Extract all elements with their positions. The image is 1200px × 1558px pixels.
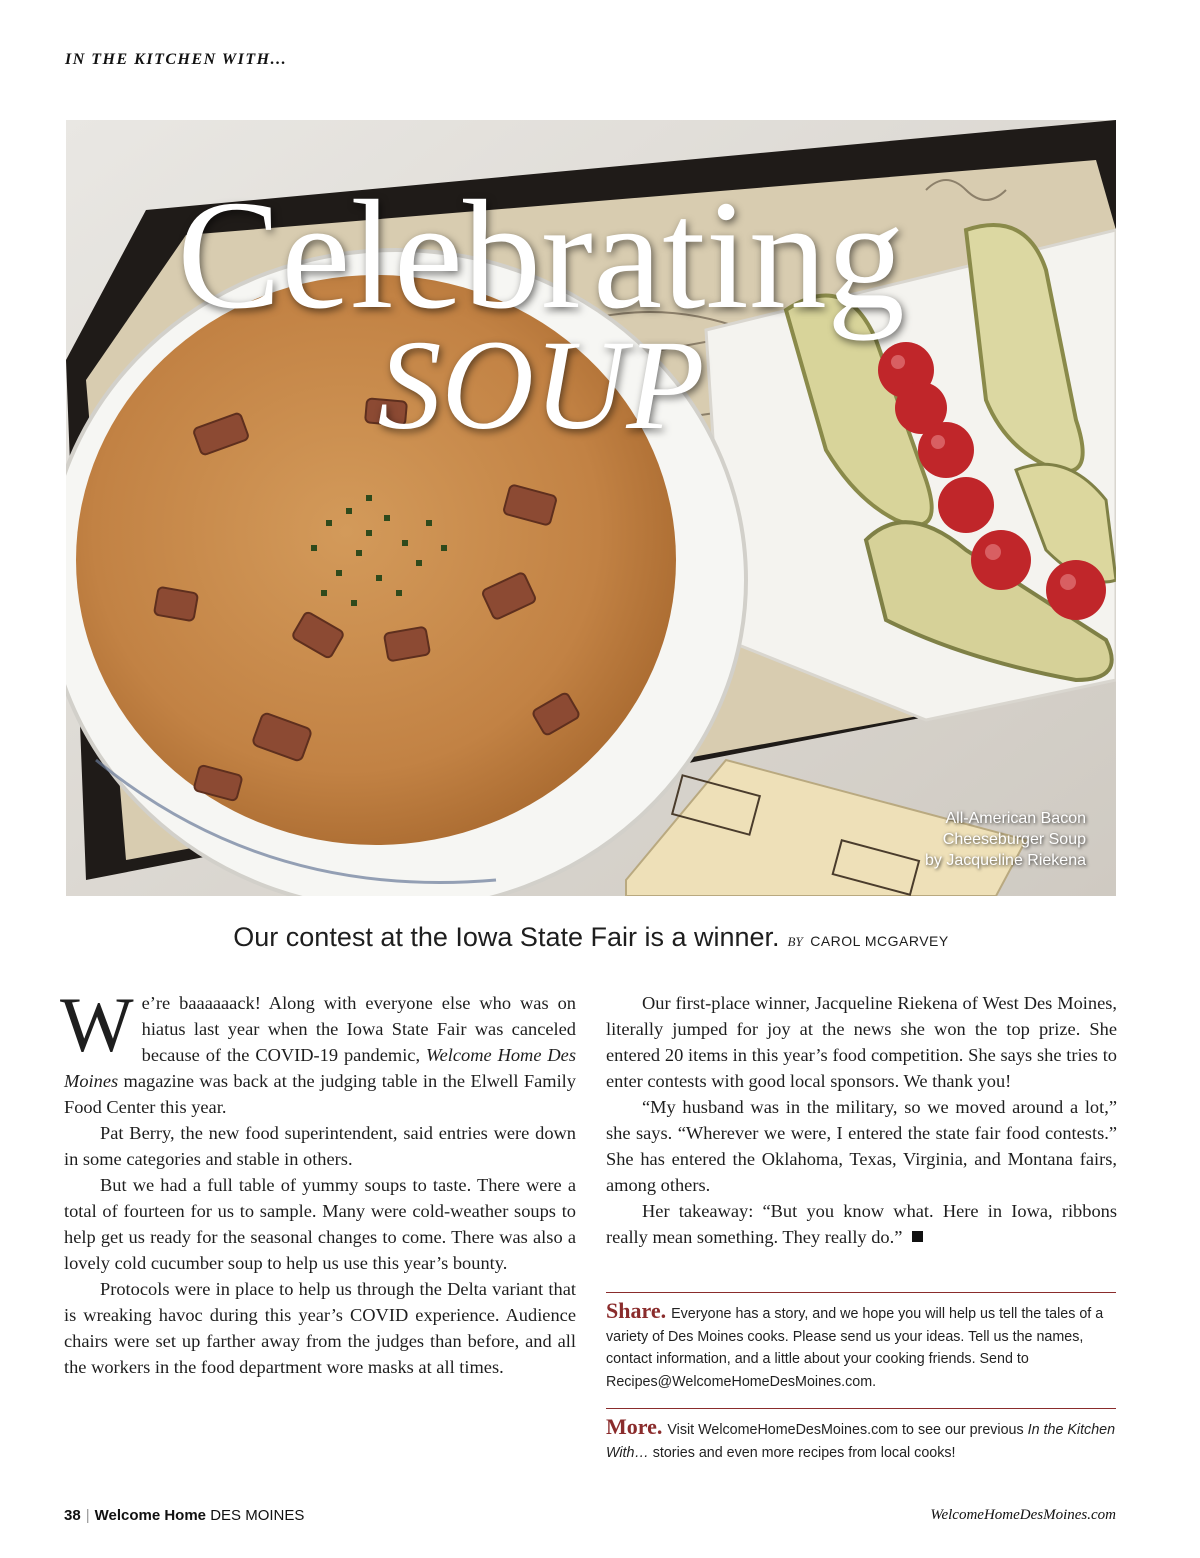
- more-box: More. Visit WelcomeHomeDesMoines.com to see our previous In the Kitchen With… stories and even more recipes from local cooks!: [606, 1414, 1116, 1461]
- article-paragraph: Her takeaway: “But you know what. Here in Iowa, ribbons really mean something. They really do.”: [606, 1201, 1117, 1247]
- photo-caption: [925, 808, 1086, 871]
- hero-title: [66, 168, 1116, 456]
- share-text: Everyone has a story, and we hope you will help us tell the tales of a variety of Des Moines cooks. Please send us your ideas. Tell us the names, contact information, and a little about your cooking friends. Send to Recipes@WelcomeHomeDesMoines.com.: [606, 1306, 1104, 1390]
- hero-title-line2: SOUP: [377, 314, 705, 456]
- more-lead: More.: [606, 1414, 663, 1439]
- article-column-left: [60, 981, 577, 1380]
- caption-line2: Cheeseburger Soup: [942, 831, 1086, 848]
- article-paragraph: We’re baaaaaack! Along with everyone else who was on hiatus last year when the Iowa State Fair was canceled because of the COVID-19 pandemic, Welcome Home Des Moines magazine was back at the judging table in the Elwell Family Food Center this year.: [60, 981, 577, 1117]
- byline-by: BY: [787, 934, 803, 949]
- divider-share: [606, 1292, 1116, 1293]
- magazine-name: Welcome Home Des Moines: [64, 1045, 577, 1091]
- article-paragraph: Our first-place winner, Jacqueline Riekena of West Des Moines, literally jumped for joy at the news she won the top prize. She entered 20 items in this year’s food competition. She says she tries to enter contests with good local sponsors. We thank you!: [606, 993, 1117, 1091]
- article-paragraph: But we had a full table of yummy soups to taste. There were a total of fourteen for us to sample. Many were cold-weather soups to help get us ready for the seasonal changes to come. There was also a lovely cold cucumber soup to help us use this year’s bounty.: [64, 1175, 576, 1273]
- hero-photo: [66, 120, 1116, 896]
- drop-cap: W: [60, 981, 134, 1068]
- hero-title-line1: Celebrating: [177, 168, 905, 341]
- share-box: [606, 1300, 1116, 1393]
- deck: [0, 922, 1182, 953]
- footer-website[interactable]: WelcomeHomeDesMoines.com: [930, 1507, 1116, 1523]
- article-column-right: [606, 990, 1117, 1250]
- article-paragraph: “My husband was in the military, so we moved around a lot,” she says. “Wherever we were, I entered the state fair food contests.” She has entered the Oklahoma, Texas, Virginia, and Montana fairs, among others.: [606, 1097, 1117, 1195]
- caption-line1: All-American Bacon: [945, 810, 1086, 827]
- footer-brand-bold: Welcome Home: [94, 1507, 207, 1524]
- page-number: 38: [64, 1507, 81, 1524]
- byline-author: CAROL MCGARVEY: [810, 933, 949, 949]
- divider-more: [606, 1408, 1116, 1409]
- footer-brand-rest: DES MOINES: [210, 1507, 305, 1524]
- footer-folio: [64, 1507, 304, 1524]
- share-lead: Share.: [606, 1298, 667, 1323]
- caption-line3: by Jacqueline Riekena: [925, 852, 1086, 869]
- deck-text: Our contest at the Iowa State Fair is a winner.: [233, 922, 780, 952]
- article-paragraph: Protocols were in place to help us through the Delta variant that is wreaking havoc during this year’s COVID experience. Audience chairs were set up farther away from the judges than before, and all the workers in the food department wore masks at all times.: [64, 1279, 576, 1377]
- section-kicker: IN THE KITCHEN WITH...: [65, 51, 288, 68]
- column-name: In the Kitchen With…: [606, 1422, 1116, 1461]
- article-paragraph: Pat Berry, the new food superintendent, said entries were down in some categories and stable in others.: [64, 1123, 576, 1169]
- end-mark-icon: [912, 1231, 923, 1242]
- footer-separator: |: [85, 1507, 90, 1524]
